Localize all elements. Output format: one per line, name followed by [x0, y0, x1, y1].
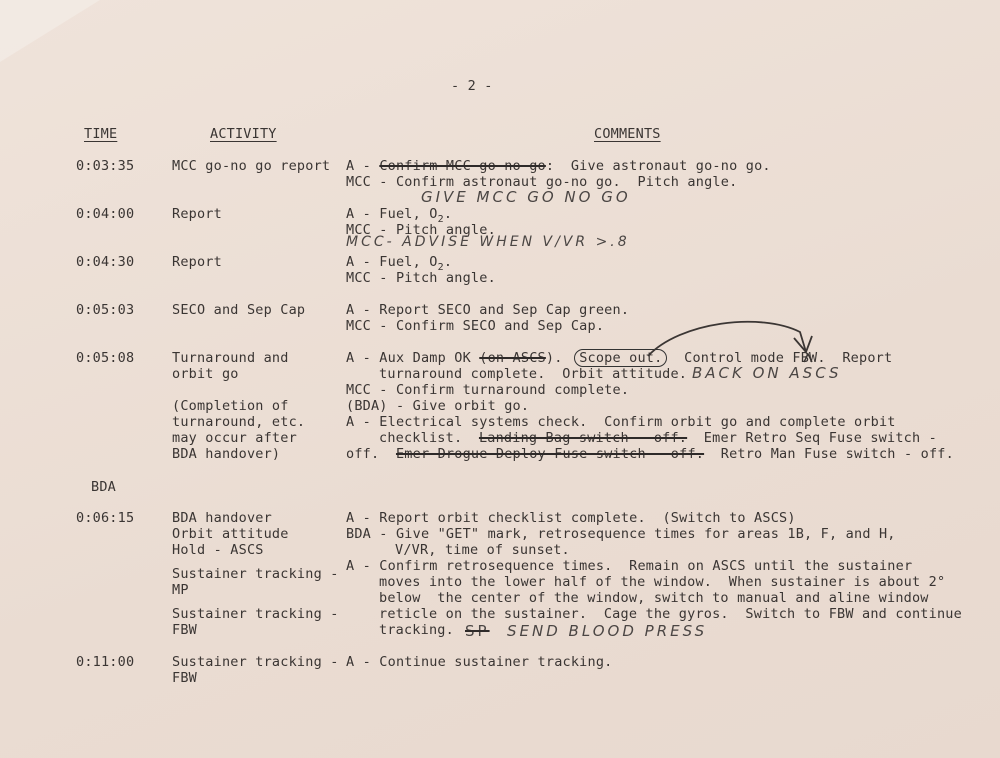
activity-note: (Completion of	[172, 398, 289, 414]
comment-line: MCC - Confirm SECO and Sep Cap.	[346, 318, 605, 334]
comment-line: MCC - Confirm astronaut go-no go. Pitch angle.	[346, 174, 738, 190]
comment-line: A - Continue sustainer tracking.	[346, 654, 613, 670]
comment-line: A - Report orbit checklist complete. (Switch to ASCS)	[346, 510, 796, 526]
comment-line: MCC - Pitch angle.	[346, 222, 496, 238]
activity-cell: Hold - ASCS	[172, 542, 264, 558]
activity-note: turnaround, etc.	[172, 414, 306, 430]
activity-cell: FBW	[172, 622, 197, 638]
activity-cell: Sustainer tracking -	[172, 566, 339, 582]
comment-text: .	[443, 254, 453, 270]
handwritten-note: SEND BLOOD PRESS	[507, 622, 708, 640]
comment-text: .	[443, 206, 453, 222]
activity-cell: MP	[172, 582, 189, 598]
comment-line: below the center of the window, switch to manual and aline window	[379, 590, 929, 606]
time-cell: 0:11:00	[76, 654, 135, 670]
activity-cell: BDA handover	[172, 510, 272, 526]
subscript: 2	[437, 262, 444, 273]
activity-cell: SECO and Sep Cap	[172, 302, 306, 318]
struck-text: Landing Bag switch - off.	[478, 430, 688, 446]
subscript: 2	[437, 214, 444, 225]
comment-line: MCC - Pitch angle.	[346, 270, 496, 286]
struck-text: (on ASCS	[479, 350, 546, 366]
header-comments: COMMENTS	[594, 126, 661, 142]
activity-cell: Turnaround and	[172, 350, 289, 366]
comment-prefix: A -	[346, 158, 380, 174]
header-activity: ACTIVITY	[210, 126, 277, 142]
struck-text: Emer Drogue Deploy Fuse switch - off.	[395, 446, 705, 462]
time-cell: 0:04:30	[76, 254, 135, 270]
activity-cell: Report	[172, 206, 222, 222]
time-cell: 0:05:08	[76, 350, 135, 366]
comment-text: Retro Man Fuse switch - off.	[704, 446, 954, 462]
header-time: TIME	[84, 126, 118, 142]
handwritten-note: GIVE MCC GO NO GO	[421, 188, 631, 206]
comment-line: V/VR, time of sunset.	[395, 542, 570, 558]
activity-cell: MCC go-no go report	[172, 158, 331, 174]
page-number: - 2 -	[451, 78, 493, 94]
comment-text: A - Aux Damp OK	[346, 350, 480, 366]
handwritten-note: MCC- ADVISE WHEN V/VR >.8	[346, 234, 630, 250]
comment-line: MCC - Confirm turnaround complete.	[346, 382, 630, 398]
comment-text: off.	[346, 446, 396, 462]
activity-note: BDA handover)	[172, 446, 281, 462]
activity-cell: FBW	[172, 670, 197, 686]
section-label: BDA	[91, 479, 116, 495]
comment-text: A - Fuel, O	[346, 254, 438, 270]
comment-text: : Give astronaut go-no go.	[545, 158, 771, 174]
time-cell: 0:04:00	[76, 206, 135, 222]
activity-cell: Orbit attitude	[172, 526, 289, 542]
comment-text: Control mode FBW. Report	[667, 350, 893, 366]
activity-cell: Report	[172, 254, 222, 270]
activity-cell: orbit go	[172, 366, 239, 382]
comment-text: checklist.	[379, 430, 479, 446]
comment-line: A - Report SECO and Sep Cap green.	[346, 302, 630, 318]
comment-line: A - Electrical systems check. Confirm orbit go and complete orbit	[346, 414, 896, 430]
struck-text: Confirm MCC go-no go	[379, 158, 546, 174]
comment-text: A - Fuel, O	[346, 206, 438, 222]
handwritten-note: BACK ON ASCS	[692, 364, 842, 382]
comment-line: tracking.	[379, 622, 454, 638]
comment-line: A - Confirm retrosequence times. Remain on ASCS until the sustainer	[346, 558, 913, 574]
circled-text: Scope out.	[574, 349, 667, 367]
time-cell: 0:03:35	[76, 158, 135, 174]
comment-text: Emer Retro Seq Fuse switch -	[687, 430, 937, 446]
comment-line: (BDA) - Give orbit go.	[346, 398, 530, 414]
activity-cell: Sustainer tracking -	[172, 606, 339, 622]
time-cell: 0:05:03	[76, 302, 135, 318]
comment-line: BDA - Give "GET" mark, retrosequence times for areas 1B, F, and H,	[346, 526, 896, 542]
comment-text: ).	[545, 350, 580, 366]
comment-line: reticle on the sustainer. Cage the gyros. Switch to FBW and continue	[379, 606, 962, 622]
activity-note: may occur after	[172, 430, 297, 446]
activity-cell: Sustainer tracking -	[172, 654, 339, 670]
comment-line: moves into the lower half of the window. When sustainer is about 2°	[379, 574, 946, 590]
comment-line: turnaround complete. Orbit attitude.	[379, 366, 688, 382]
time-cell: 0:06:15	[76, 510, 135, 526]
struck-handwriting: SP	[465, 622, 490, 640]
